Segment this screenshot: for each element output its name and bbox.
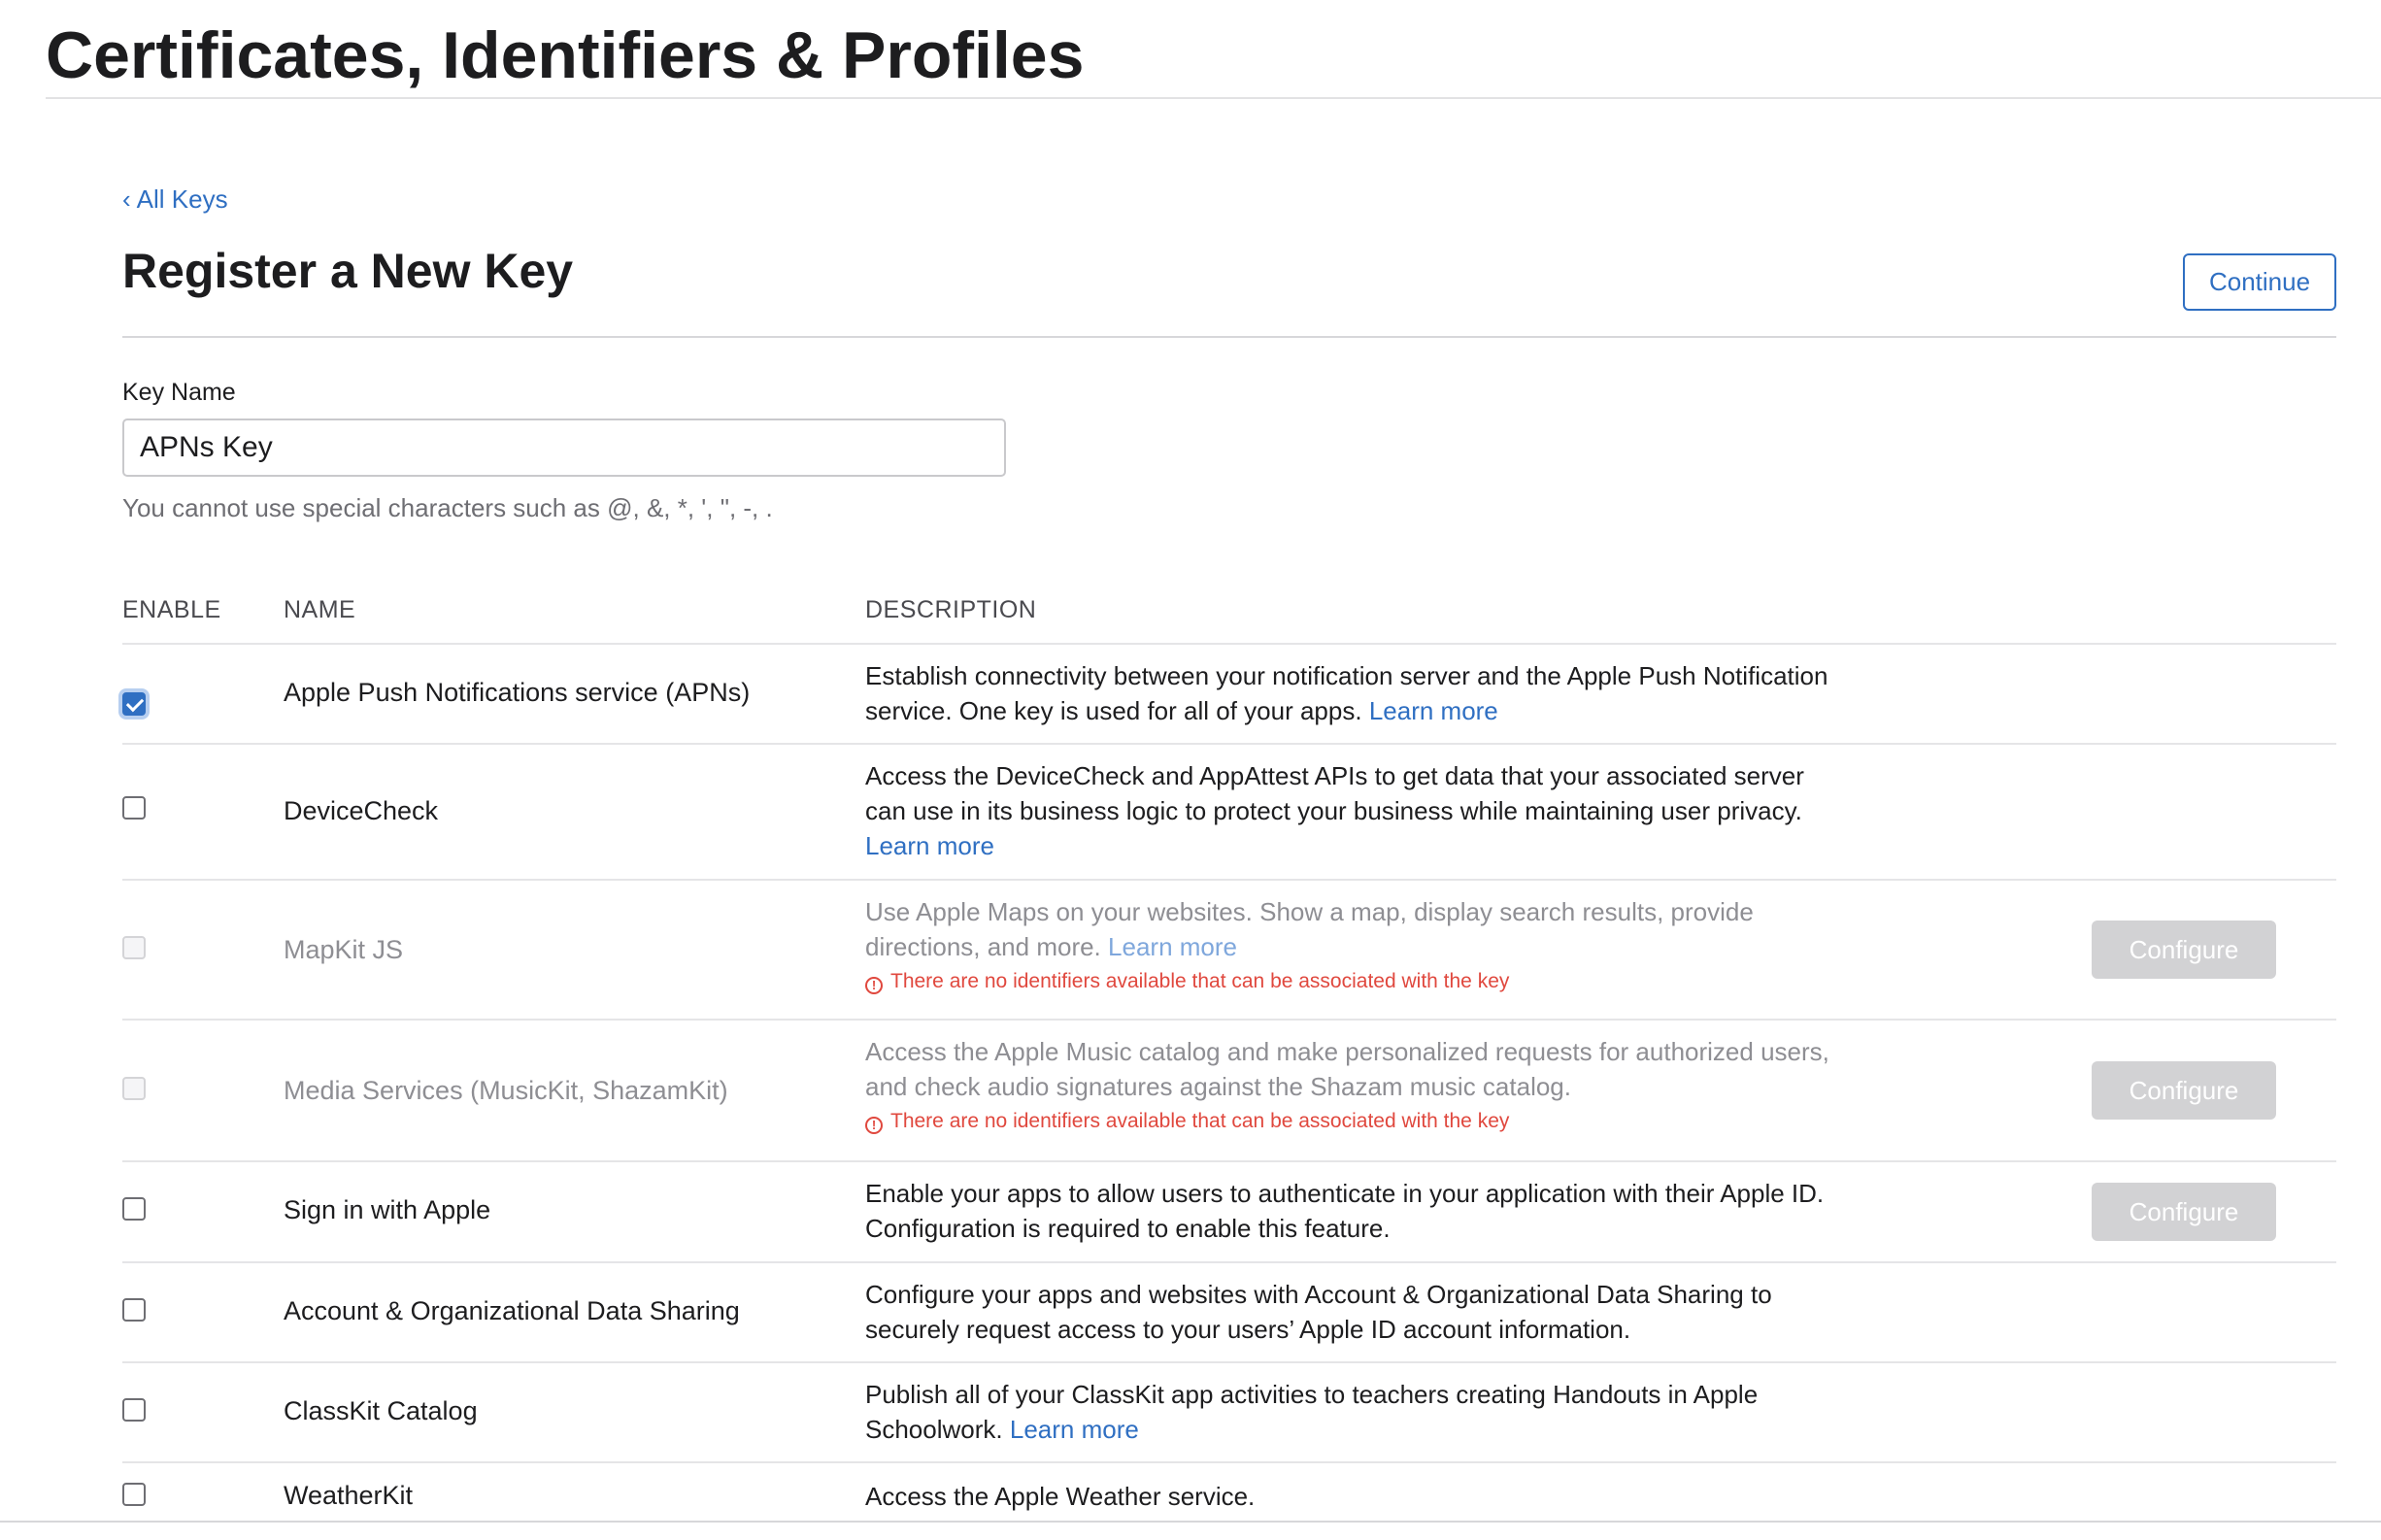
table-row-account-data-sharing bbox=[122, 1263, 2336, 1363]
table-row-media-services bbox=[122, 1021, 2336, 1162]
weatherkit-description bbox=[865, 1479, 1836, 1514]
warning-icon: ! bbox=[865, 977, 883, 994]
table-row-apns bbox=[122, 645, 2336, 745]
sign-in-with-apple-name: Sign in with Apple bbox=[284, 1195, 491, 1224]
apns-learn-more-link[interactable]: Learn more bbox=[1368, 696, 1498, 725]
account-data-sharing-description-text: Configure your apps and websites with Account & Organizational Data Sharing to securely request access to your users’ Apple ID account information. bbox=[865, 1280, 1772, 1344]
classkit-catalog-learn-more-link[interactable]: Learn more bbox=[1009, 1415, 1139, 1444]
account-data-sharing-description bbox=[865, 1277, 1836, 1347]
table-row-sign-in-with-apple bbox=[122, 1162, 2336, 1263]
mapkit-js-configure-button[interactable]: Configure bbox=[2092, 921, 2276, 979]
name-column-header: NAME bbox=[284, 596, 356, 623]
table-header bbox=[122, 583, 2336, 645]
mapkit-js-warning-text: There are no identifiers available that can be associated with the key bbox=[890, 970, 1510, 992]
account-data-sharing-name: Account & Organizational Data Sharing bbox=[284, 1296, 740, 1325]
media-services-name: Media Services (MusicKit, ShazamKit) bbox=[284, 1076, 728, 1105]
key-name-label: Key Name bbox=[122, 379, 236, 406]
apns-name: Apple Push Notifications service (APNs) bbox=[284, 678, 751, 707]
devicecheck-learn-more-link[interactable]: Learn more bbox=[865, 831, 994, 860]
apns-enable-checkbox[interactable] bbox=[122, 692, 146, 716]
all-keys-back-link[interactable] bbox=[122, 184, 228, 215]
sign-in-with-apple-description bbox=[865, 1176, 1836, 1246]
weatherkit-description-text: Access the Apple Weather service. bbox=[865, 1482, 1256, 1511]
mapkit-js-enable-checkbox bbox=[122, 936, 146, 959]
account-data-sharing-enable-checkbox[interactable] bbox=[122, 1298, 146, 1322]
page-header bbox=[46, 0, 2381, 99]
warning-icon: ! bbox=[865, 1117, 883, 1134]
services-table bbox=[122, 583, 2336, 1531]
section-title: Register a New Key bbox=[122, 244, 574, 298]
weatherkit-name: WeatherKit bbox=[284, 1481, 414, 1510]
mapkit-js-description-text: Use Apple Maps on your websites. Show a map, display search results, provide directions, and more. bbox=[865, 897, 1754, 961]
table-row-devicecheck bbox=[122, 745, 2336, 881]
devicecheck-name: DeviceCheck bbox=[284, 796, 439, 825]
continue-button[interactable]: Continue bbox=[2183, 253, 2336, 311]
chevron-left-icon: ‹ bbox=[122, 184, 131, 214]
mapkit-js-learn-more-link[interactable]: Learn more bbox=[1108, 932, 1237, 961]
classkit-catalog-name: ClassKit Catalog bbox=[284, 1396, 478, 1425]
title-divider bbox=[122, 336, 2336, 338]
sign-in-with-apple-description-text: Enable your apps to allow users to authenticate in your application with their Apple ID. Configuration is required to enable this feature. bbox=[865, 1179, 1825, 1243]
weatherkit-enable-checkbox[interactable] bbox=[122, 1483, 146, 1506]
key-name-input[interactable] bbox=[122, 418, 1006, 477]
media-services-description bbox=[865, 1034, 1836, 1135]
table-row-classkit-catalog bbox=[122, 1363, 2336, 1463]
mapkit-js-description bbox=[865, 894, 1836, 995]
apns-description-text: Establish connectivity between your notification server and the Apple Push Notification service. One key is used for all of your apps. bbox=[865, 661, 1828, 725]
media-services-configure-button[interactable]: Configure bbox=[2092, 1061, 2276, 1120]
classkit-catalog-description bbox=[865, 1377, 1836, 1447]
media-services-enable-checkbox bbox=[122, 1077, 146, 1100]
sign-in-with-apple-enable-checkbox[interactable] bbox=[122, 1197, 146, 1221]
enable-column-header: ENABLE bbox=[122, 596, 221, 623]
key-name-hint: You cannot use special characters such as @, &, *, ', ", -, . bbox=[122, 493, 773, 522]
bottom-divider bbox=[0, 1521, 2381, 1523]
classkit-catalog-enable-checkbox[interactable] bbox=[122, 1398, 146, 1422]
mapkit-js-warning bbox=[865, 968, 1836, 995]
devicecheck-description bbox=[865, 758, 1836, 863]
devicecheck-enable-checkbox[interactable] bbox=[122, 796, 146, 820]
mapkit-js-name: MapKit JS bbox=[284, 935, 404, 964]
media-services-warning-text: There are no identifiers available that can be associated with the key bbox=[890, 1110, 1510, 1132]
table-row-mapkit-js bbox=[122, 881, 2336, 1021]
apns-description bbox=[865, 658, 1836, 728]
description-column-header: DESCRIPTION bbox=[865, 596, 1037, 623]
page-title: Certificates, Identifiers & Profiles bbox=[46, 18, 1085, 92]
media-services-description-text: Access the Apple Music catalog and make personalized requests for authorized users, and check audio signatures against the Shazam music catalog. bbox=[865, 1037, 1829, 1101]
media-services-warning bbox=[865, 1108, 1836, 1135]
sign-in-with-apple-configure-button[interactable]: Configure bbox=[2092, 1183, 2276, 1241]
devicecheck-description-text: Access the DeviceCheck and AppAttest APIs to get data that your associated server can use in its business logic to protect your business while maintaining user privacy. bbox=[865, 761, 1804, 825]
classkit-catalog-description-text: Publish all of your ClassKit app activities to teachers creating Handouts in Apple Schoolwork. bbox=[865, 1380, 1759, 1444]
back-link-label: All Keys bbox=[136, 184, 228, 214]
